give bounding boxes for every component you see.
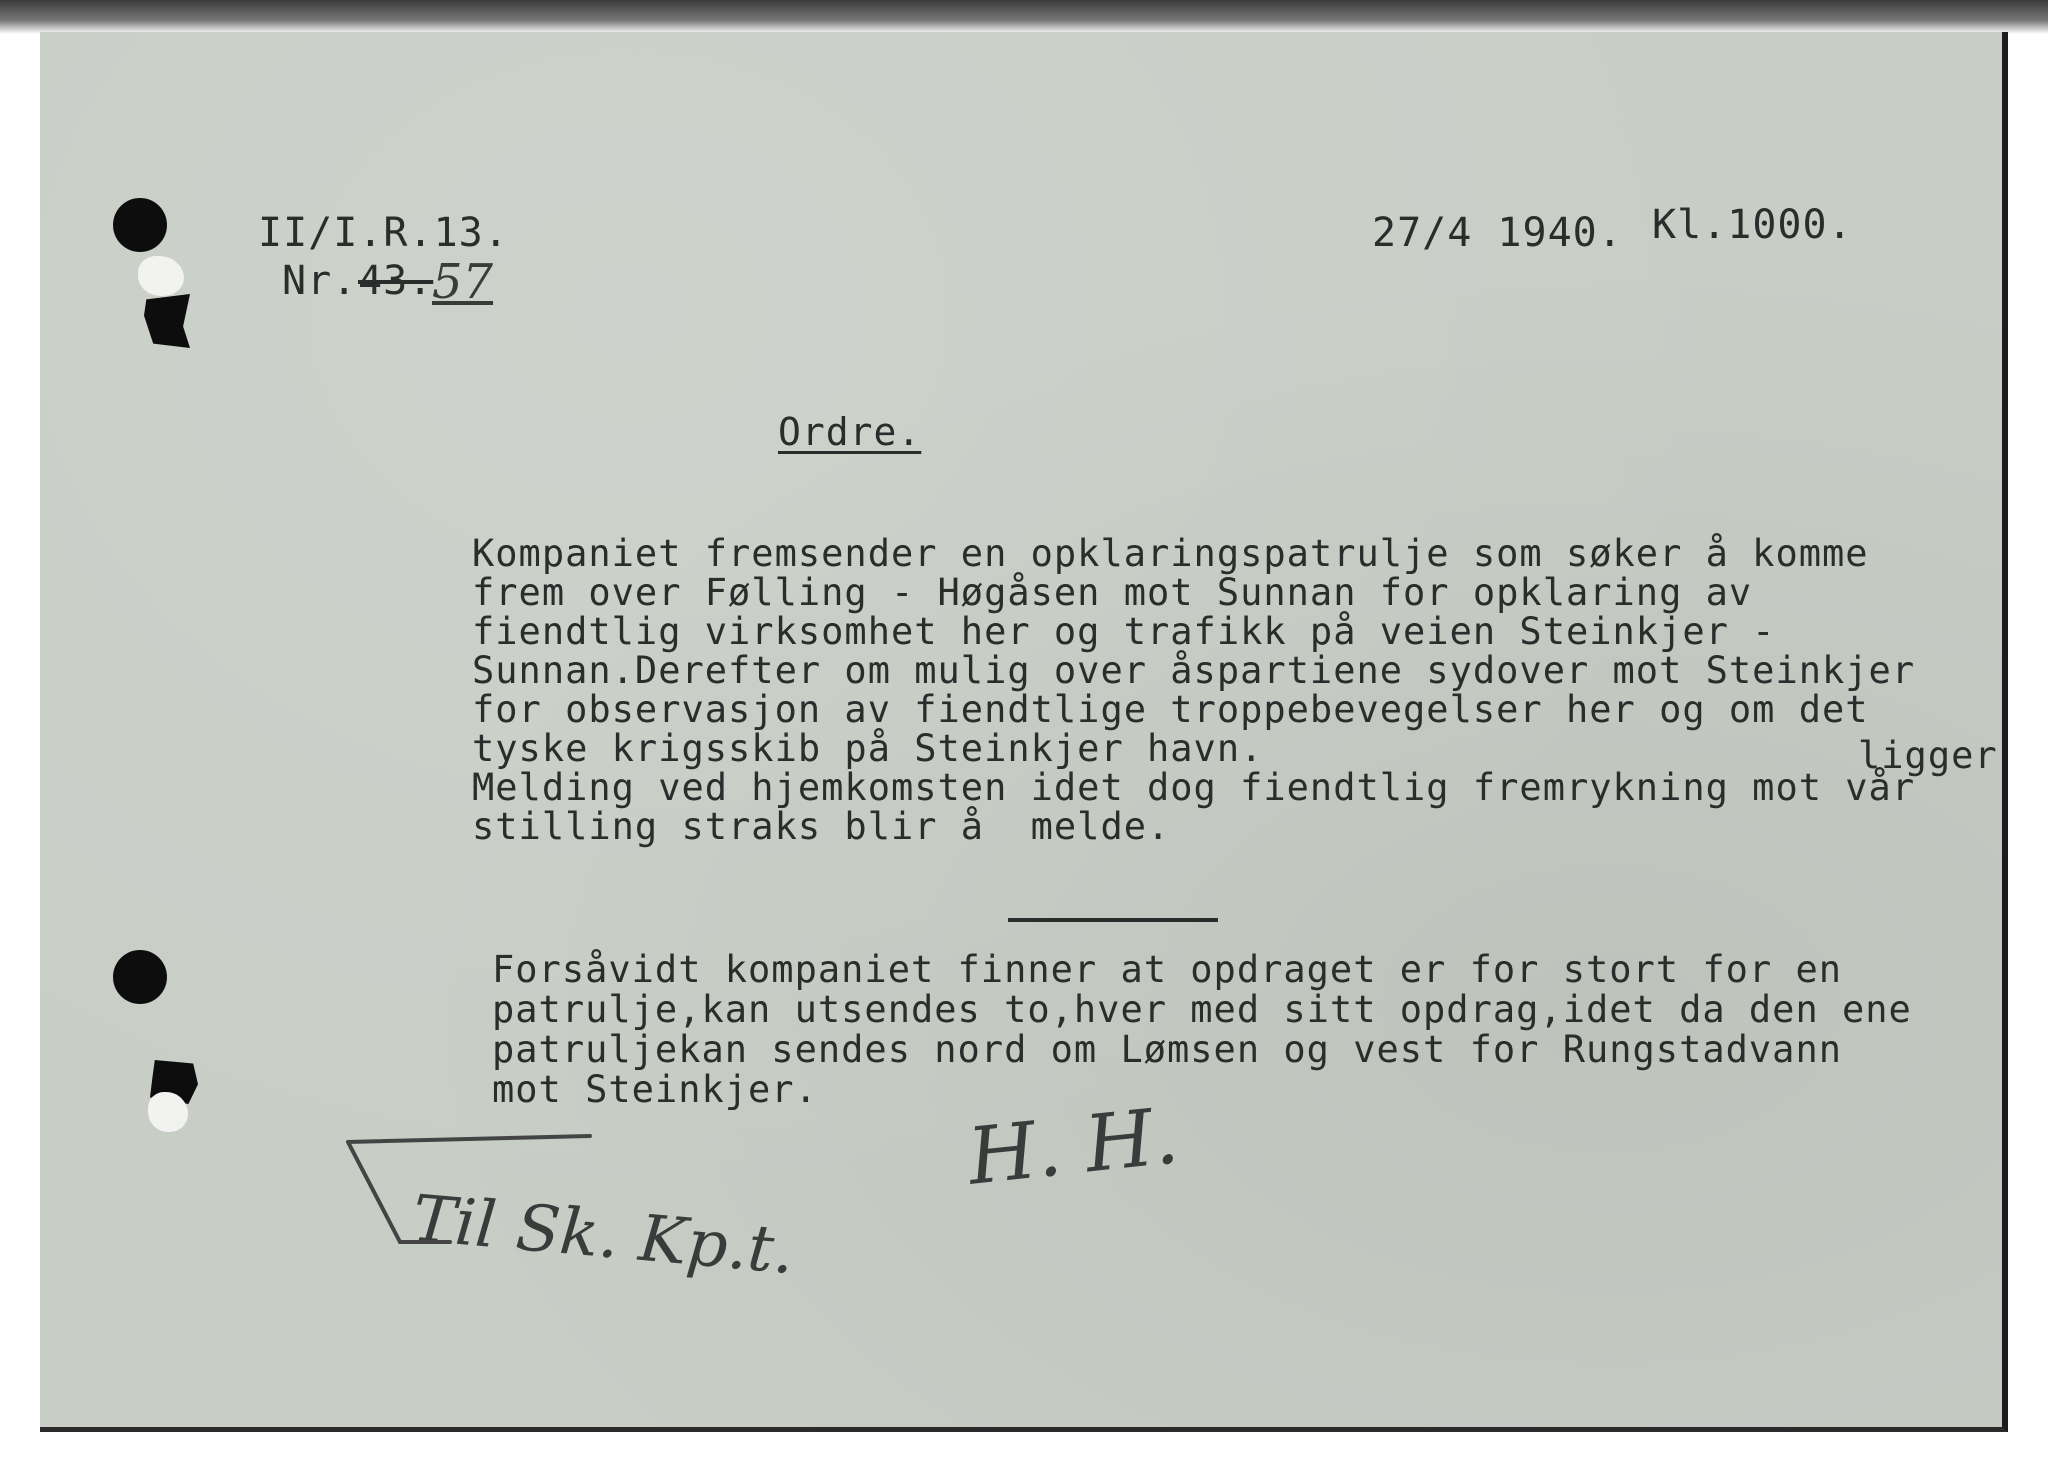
handwritten-signature: H. H. bbox=[963, 1091, 1183, 1203]
body-line-3: fiendtlig virksomhet her og trafikk på veien Steinkjer - bbox=[472, 610, 1776, 653]
body-line-5: for observasjon av fiendtlige troppebevegelser her og om det bbox=[472, 688, 1869, 731]
scanner-shadow bbox=[0, 0, 2048, 34]
handwritten-bracket bbox=[340, 1122, 660, 1262]
para2-line-1: Forsåvidt kompaniet finner at opdraget er for stort for en bbox=[492, 948, 1843, 991]
order-number-struck: 43. bbox=[358, 258, 434, 304]
body-line-6: tyske krigsskib på Steinkjer havn. bbox=[472, 727, 1264, 770]
order-date: 27/4 1940. bbox=[1372, 210, 1623, 256]
para2-line-4: mot Steinkjer. bbox=[492, 1068, 818, 1111]
body-line-4: Sunnan.Derefter om mulig over åspartiene sydover mot Steinkjer bbox=[472, 649, 1916, 692]
body-line-1: Kompaniet fremsender en opklaringspatrulje som søker å komme bbox=[472, 532, 1869, 575]
body-line-7: Melding ved hjemkomsten idet dog fiendtlig fremrykning mot vår bbox=[472, 766, 1916, 809]
punch-hole-bottom bbox=[113, 950, 167, 1004]
inserted-word: ligger bbox=[1858, 734, 1998, 777]
para2-line-2: patrulje,kan utsendes to,hver med sitt opdrag,idet da den ene bbox=[492, 988, 1912, 1031]
para2-line-3: patruljekan sendes nord om Lømsen og vest for Rungstadvann bbox=[492, 1028, 1843, 1071]
body-line-8: stilling straks blir å melde. bbox=[472, 805, 1171, 848]
body-line-2: frem over Følling - Høgåsen mot Sunnan for opklaring av bbox=[472, 571, 1753, 614]
paper-tear-bottom bbox=[148, 1092, 188, 1132]
punch-hole-top bbox=[113, 198, 167, 252]
order-number-label: Nr. bbox=[282, 258, 358, 304]
handwritten-addressee: Til Sk. Kp.t. bbox=[409, 1182, 798, 1290]
order-number-handwritten: 57 bbox=[432, 254, 494, 310]
paper-sheet bbox=[40, 32, 2008, 1432]
order-time: Kl.1000. bbox=[1652, 202, 1853, 248]
document-title: Ordre. bbox=[778, 410, 922, 454]
section-divider bbox=[1008, 918, 1218, 922]
unit-designation: II/I.R.13. bbox=[258, 210, 509, 256]
paper-tear-top bbox=[138, 256, 184, 296]
torn-hole-top bbox=[144, 294, 190, 348]
